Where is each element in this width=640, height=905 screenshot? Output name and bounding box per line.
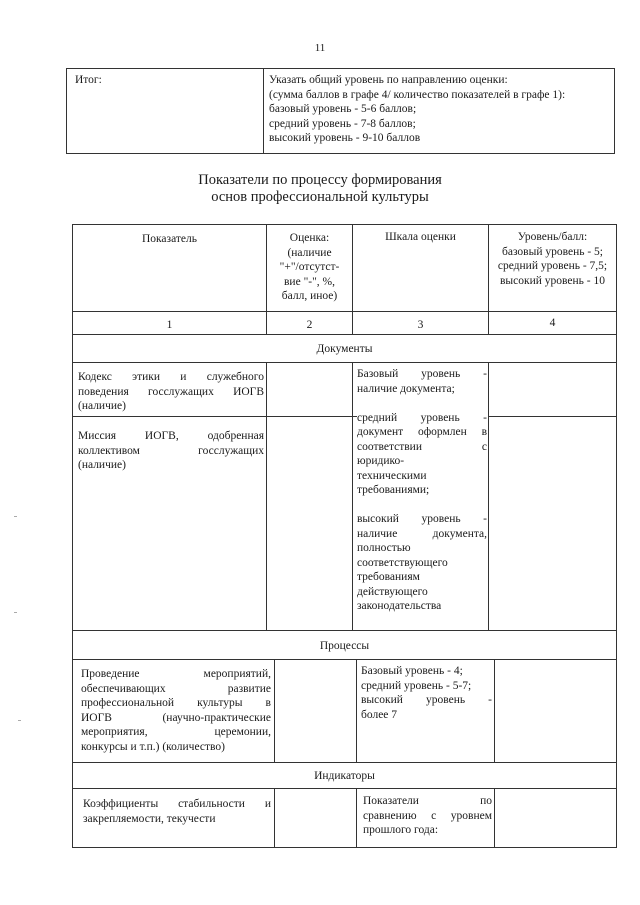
summary-text: Указать общий уровень по направлению оценки: (сумма баллов в графе 4/ количество показателей в графе 1): базовый уровень - 5-6 баллов; средний уровень - 7-8 баллов; высокий уровень - 9-10 баллов <box>269 74 566 144</box>
section-title: Показатели по процессу формирования основ профессиональной культуры <box>198 172 442 205</box>
scan-mark <box>18 720 21 721</box>
header-level: Уровень/балл: базовый уровень - 5; средний уровень - 7,5; высокий уровень - 10 <box>497 231 608 287</box>
section-documents: Документы <box>316 343 373 355</box>
col-number-2: 2 <box>306 319 313 331</box>
col-number-1: 1 <box>166 319 173 331</box>
doc-row-mission: Миссия ИОГВ, одобренная коллективом госслужащих (наличие) <box>78 430 264 471</box>
col-number-4: 4 <box>549 317 556 329</box>
page-number: 11 <box>314 42 326 54</box>
section-processes: Процессы <box>319 640 370 652</box>
doc-scale-text: Базовый уровень - наличие документа; средний уровень - документ оформлен в соответствии с юридико- техническими требованиями; высокий уровень - наличие документа, полностью соответствующего требованиям действующего законодательства <box>357 368 487 612</box>
doc-row-ethics-code: Кодекс этики и служебного поведения госслужащих ИОГВ (наличие) <box>78 371 264 412</box>
summary-label: Итог: <box>75 74 102 86</box>
scan-mark <box>14 516 17 517</box>
process-row-events: Проведение мероприятий, обеспечивающих развитие профессиональной культуры в ИОГВ (научно-практические мероприятия, церемонии, конкурсы и т.п.) (количество) <box>81 668 271 753</box>
indicator-row-coefficients: Коэффициенты стабильности и закрепляемости, текучести <box>83 798 271 825</box>
process-scale-text: Базовый уровень - 4; средний уровень - 5-7; высокий уровень - более 7 <box>361 665 492 721</box>
col-number-3: 3 <box>417 319 424 331</box>
header-assessment: Оценка: (наличие "+"/отсутст- вие "-", %, балл, иное) <box>279 232 340 302</box>
indicator-scale-text: Показатели по сравнению с уровнем прошлого года: <box>363 795 492 836</box>
scan-mark <box>14 612 17 613</box>
section-indicators: Индикаторы <box>314 770 375 782</box>
header-indicator: Показатель <box>141 233 198 245</box>
header-scale: Шкала оценки <box>385 231 456 243</box>
